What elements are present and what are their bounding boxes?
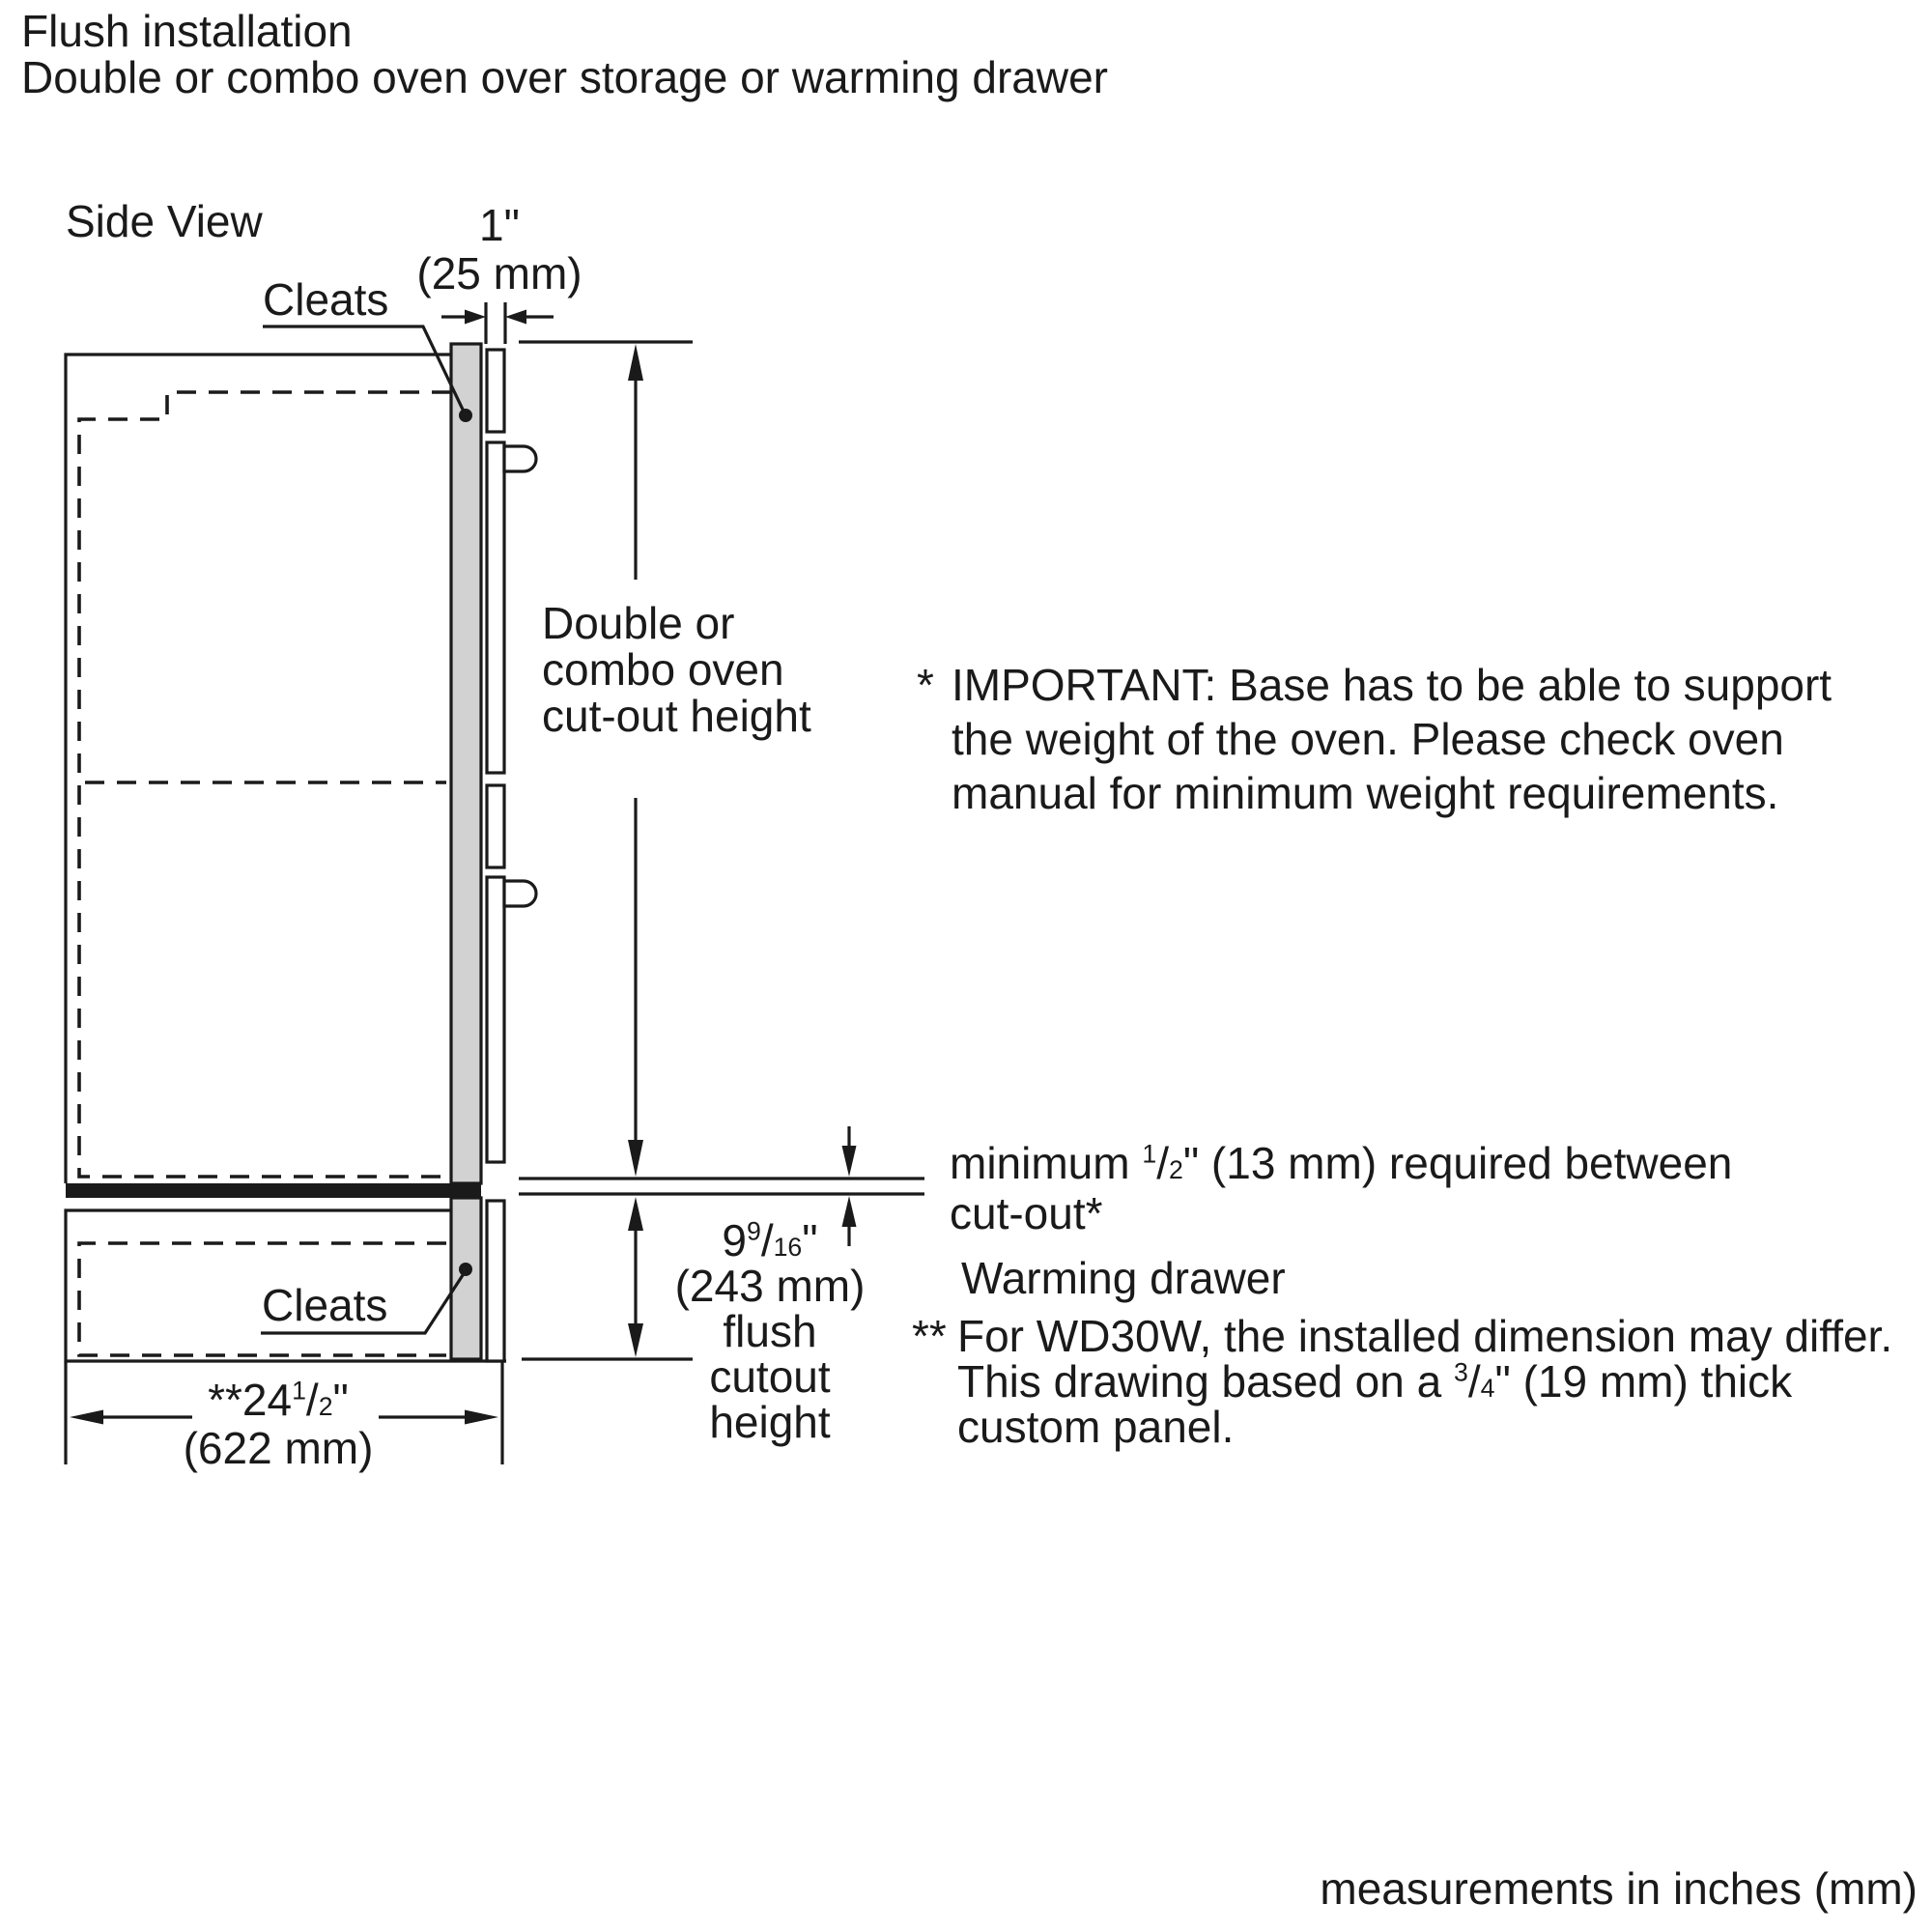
oven-front-frame bbox=[487, 350, 504, 1162]
cleats-label-bottom: Cleats bbox=[262, 1280, 388, 1330]
width-dimension-metric: (622 mm) bbox=[183, 1423, 374, 1473]
cleats-label-top: Cleats bbox=[263, 274, 389, 325]
panel-thickness-metric: (25 mm) bbox=[416, 248, 582, 298]
wd30w-line-3: custom panel. bbox=[957, 1402, 1235, 1452]
measurements-note: measurements in inches (mm) bbox=[1320, 1863, 1918, 1914]
cabinet-outline bbox=[66, 355, 451, 1183]
flush-cutout-metric: (243 mm) bbox=[674, 1261, 866, 1311]
cutout-height-label: Double or combo oven cut-out height bbox=[542, 598, 811, 741]
separator-bar bbox=[66, 1183, 481, 1198]
width-dimension-value: $**24^1/2$" bbox=[208, 1375, 349, 1425]
wd30w-note-marker: ** bbox=[912, 1311, 947, 1361]
flush-cutout-value: $9^9/16$" bbox=[722, 1215, 818, 1265]
warming-drawer-label: Warming drawer bbox=[961, 1253, 1286, 1303]
cleats-leader-top bbox=[263, 327, 472, 422]
wd30w-line-1: For WD30W, the installed dimension may differ. bbox=[957, 1311, 1893, 1361]
panel-thickness-value: 1" bbox=[479, 200, 520, 250]
min-gap-line-1: minimum $^1$/2" (13 mm) required between bbox=[950, 1138, 1733, 1188]
wd30w-line-2: This drawing based on a $^3$/4" (19 mm) thick bbox=[957, 1356, 1793, 1406]
cutout-height-dimension-arrow bbox=[628, 344, 643, 1177]
width-dimension bbox=[133, 1376, 423, 1472]
min-gap-line-2: cut-out* bbox=[950, 1188, 1103, 1238]
panel-thickness-dimension bbox=[391, 201, 608, 298]
title-line-1: Flush installation bbox=[21, 6, 353, 56]
title-line-2: Double or combo oven over storage or warming drawer bbox=[21, 52, 1108, 102]
wd30w-note bbox=[957, 1311, 1893, 1452]
drawer-front-panel bbox=[487, 1201, 504, 1361]
flush-cutout-dimension: $9^9/16$" (243 mm) flush cutout height bbox=[615, 1218, 924, 1445]
cutout-gap-lines bbox=[519, 1179, 924, 1194]
side-view-label: Side View bbox=[66, 196, 263, 246]
page-title bbox=[21, 8, 1108, 100]
oven-handle-knob-1 bbox=[504, 446, 536, 471]
panel-thickness-ticks bbox=[486, 302, 505, 344]
cutout-dashed-outline bbox=[79, 392, 451, 1177]
panel-thickness-arrows bbox=[441, 310, 554, 325]
important-note-marker: * bbox=[917, 660, 934, 710]
custom-panel-lower bbox=[451, 1198, 481, 1359]
important-note: IMPORTANT: Base has to be able to support the weight of the oven. Please check oven manual for minimum weight requirements. bbox=[952, 660, 1833, 818]
oven-handle-knob-2 bbox=[504, 881, 536, 906]
min-gap-note bbox=[950, 1138, 1732, 1238]
custom-panel-upper bbox=[451, 344, 481, 1183]
